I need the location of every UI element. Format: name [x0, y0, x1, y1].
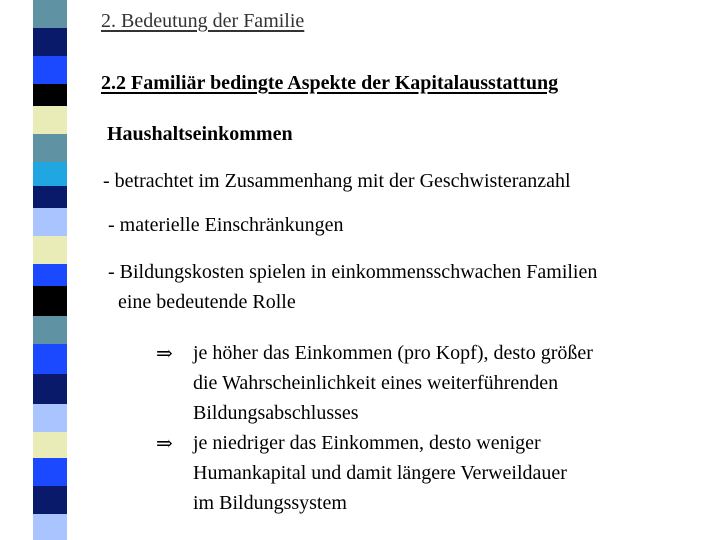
section-title: 2. Bedeutung der Familie	[101, 10, 305, 32]
stripe-block	[33, 134, 67, 162]
stripe-block	[33, 264, 67, 286]
implication-line: Bildungsabschlusses	[193, 402, 359, 424]
stripe-block	[33, 186, 67, 208]
point-bildungskosten: - Bildungskosten spielen in einkommensschwachen Familien	[108, 261, 598, 283]
point-geschwister: - betrachtet im Zusammenhang mit der Geschwisteranzahl	[103, 170, 571, 192]
stripe-block	[33, 208, 67, 236]
stripe-block	[33, 374, 67, 404]
implies-arrow-icon: ⇒	[156, 341, 173, 365]
stripe-block	[33, 0, 67, 28]
decorative-stripe	[33, 0, 67, 540]
stripe-block	[33, 458, 67, 486]
stripe-block	[33, 432, 67, 458]
slide-subtitle: 2.2 Familiär bedingte Aspekte der Kapitalausstattung	[101, 72, 559, 94]
stripe-block	[33, 486, 67, 514]
stripe-block	[33, 236, 67, 264]
stripe-block	[33, 286, 67, 316]
stripe-block	[33, 514, 67, 540]
implication-line: je höher das Einkommen (pro Kopf), desto größer	[193, 342, 593, 364]
stripe-block	[33, 106, 67, 134]
stripe-block	[33, 56, 67, 84]
point-einschraenkungen: - materielle Einschränkungen	[108, 214, 344, 236]
stripe-block	[33, 84, 67, 106]
stripe-block	[33, 344, 67, 374]
stripe-block	[33, 316, 67, 344]
point-bildungskosten-cont: eine bedeutende Rolle	[118, 291, 296, 313]
stripe-block	[33, 162, 67, 186]
implies-arrow-icon: ⇒	[156, 431, 173, 455]
implication-line: Humankapital und damit längere Verweildauer	[193, 462, 567, 484]
stripe-block	[33, 404, 67, 432]
implication-line: die Wahrscheinlichkeit eines weiterführenden	[193, 372, 559, 394]
topic-heading: Haushaltseinkommen	[107, 123, 293, 145]
implication-line: je niedriger das Einkommen, desto weniger	[193, 432, 541, 454]
implication-line: im Bildungssystem	[193, 492, 347, 514]
stripe-block	[33, 28, 67, 56]
